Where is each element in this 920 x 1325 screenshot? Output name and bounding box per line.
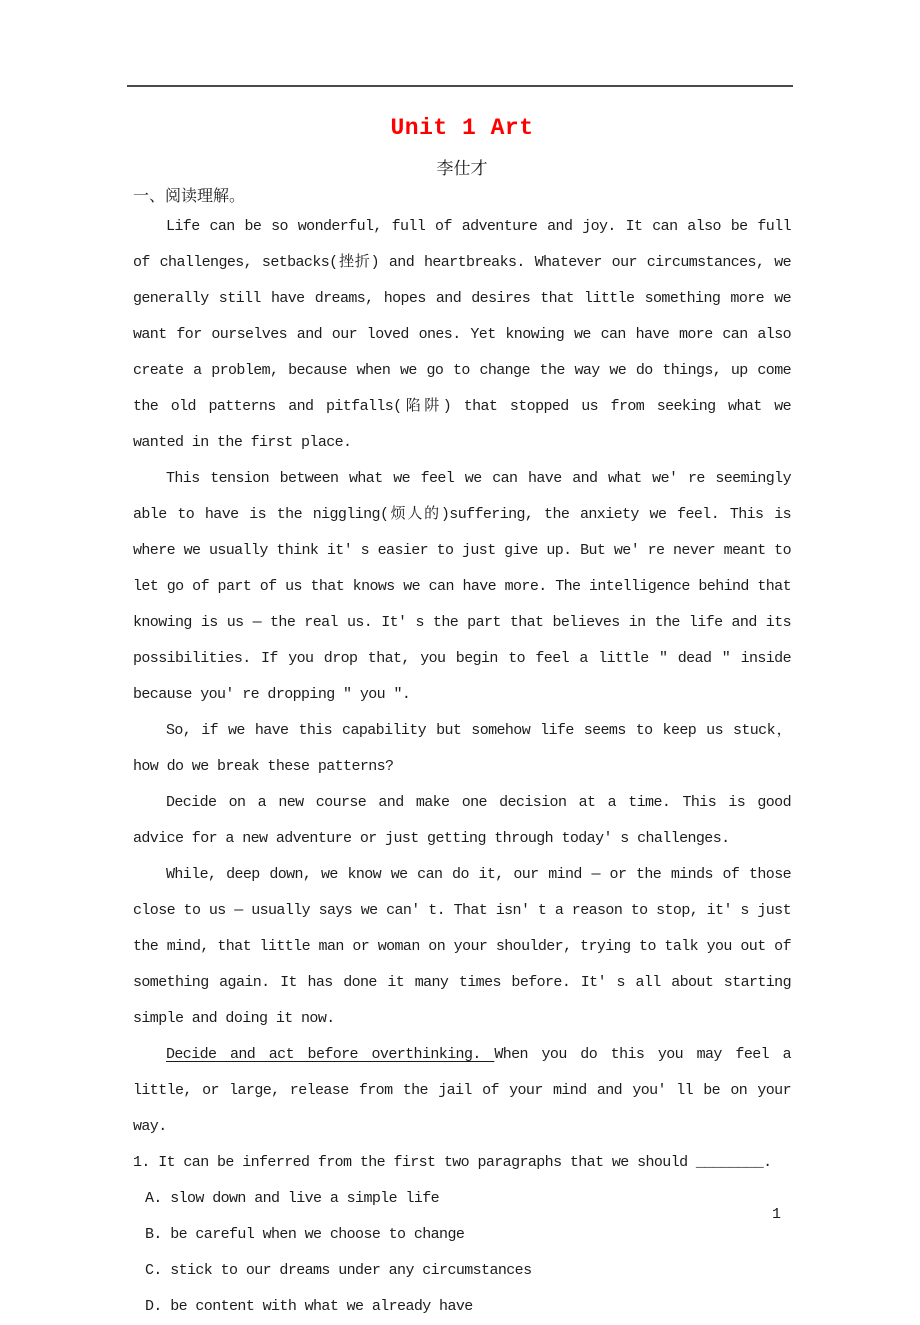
passage-paragraph-3: So, if we have this capability but somehow life seems to keep us stuck，how do we break these patterns? [133,722,791,775]
paragraph-continuation: When you do this you may feel a little, or large, release from the jail of your mind and you' ll be on your way. [133,1046,791,1135]
section-heading: 一、阅读理解。 [133,188,246,206]
reading-passage [133,209,791,1325]
passage-paragraph-2: This tension between what we feel we can have and what we' re seemingly able to have is the niggling(烦人的)suffering, the anxiety we feel. This is where we usually think it' s easier to just give up. But we' re never meant to let go of part of us that knows we can have more. The intelligence behind that knowing is us — the real us. It' s the part that believes in the life and its possibilities. If you drop that, you begin to feel a little " dead " inside because you' re dropping " you ". [133,470,791,703]
page-title: Unit 1 Art [390,115,534,141]
underlined-sentence: Decide and act before overthinking. [166,1046,495,1063]
header-divider [127,85,793,87]
passage-paragraph-5: While, deep down, we know we can do it, our mind — or the minds of those close to us — usually says we can' t. That isn' t a reason to stop, it' s just the mind, that little man or woman on your shoulder, trying to talk you out of something again. It has done it many times before. It' s all about starting simple and doing it now. [133,866,791,1027]
question-stem: 1. It can be inferred from the first two paragraphs that we should ________. [133,1154,772,1171]
question-option-b: B. be careful when we choose to change [145,1226,465,1243]
passage-paragraph-1: Life can be so wonderful, full of adventure and joy. It can also be full of challenges, setbacks(挫折) and heartbreaks. Whatever our circumstances, we generally still have dreams, hopes and desires that little something more we want for ourselves and our loved ones. Yet knowing we can have more can also create a problem, because when we go to change the way we do things, up come the old patterns and pitfalls(陷阱) that stopped us from seeking what we wanted in the first place. [133,218,791,451]
passage-paragraph-4: Decide on a new course and make one decision at a time. This is good advice for a new adventure or just getting through today' s challenges. [133,794,791,847]
question-option-a: A. slow down and live a simple life [145,1190,440,1207]
page-number: 1 [772,1206,782,1223]
passage-paragraph-6 [133,1037,791,1145]
question-option-c: C. stick to our dreams under any circumstances [145,1262,532,1279]
author-name: 李仕才 [436,161,488,180]
question-option-d: D. be content with what we already have [145,1298,473,1315]
